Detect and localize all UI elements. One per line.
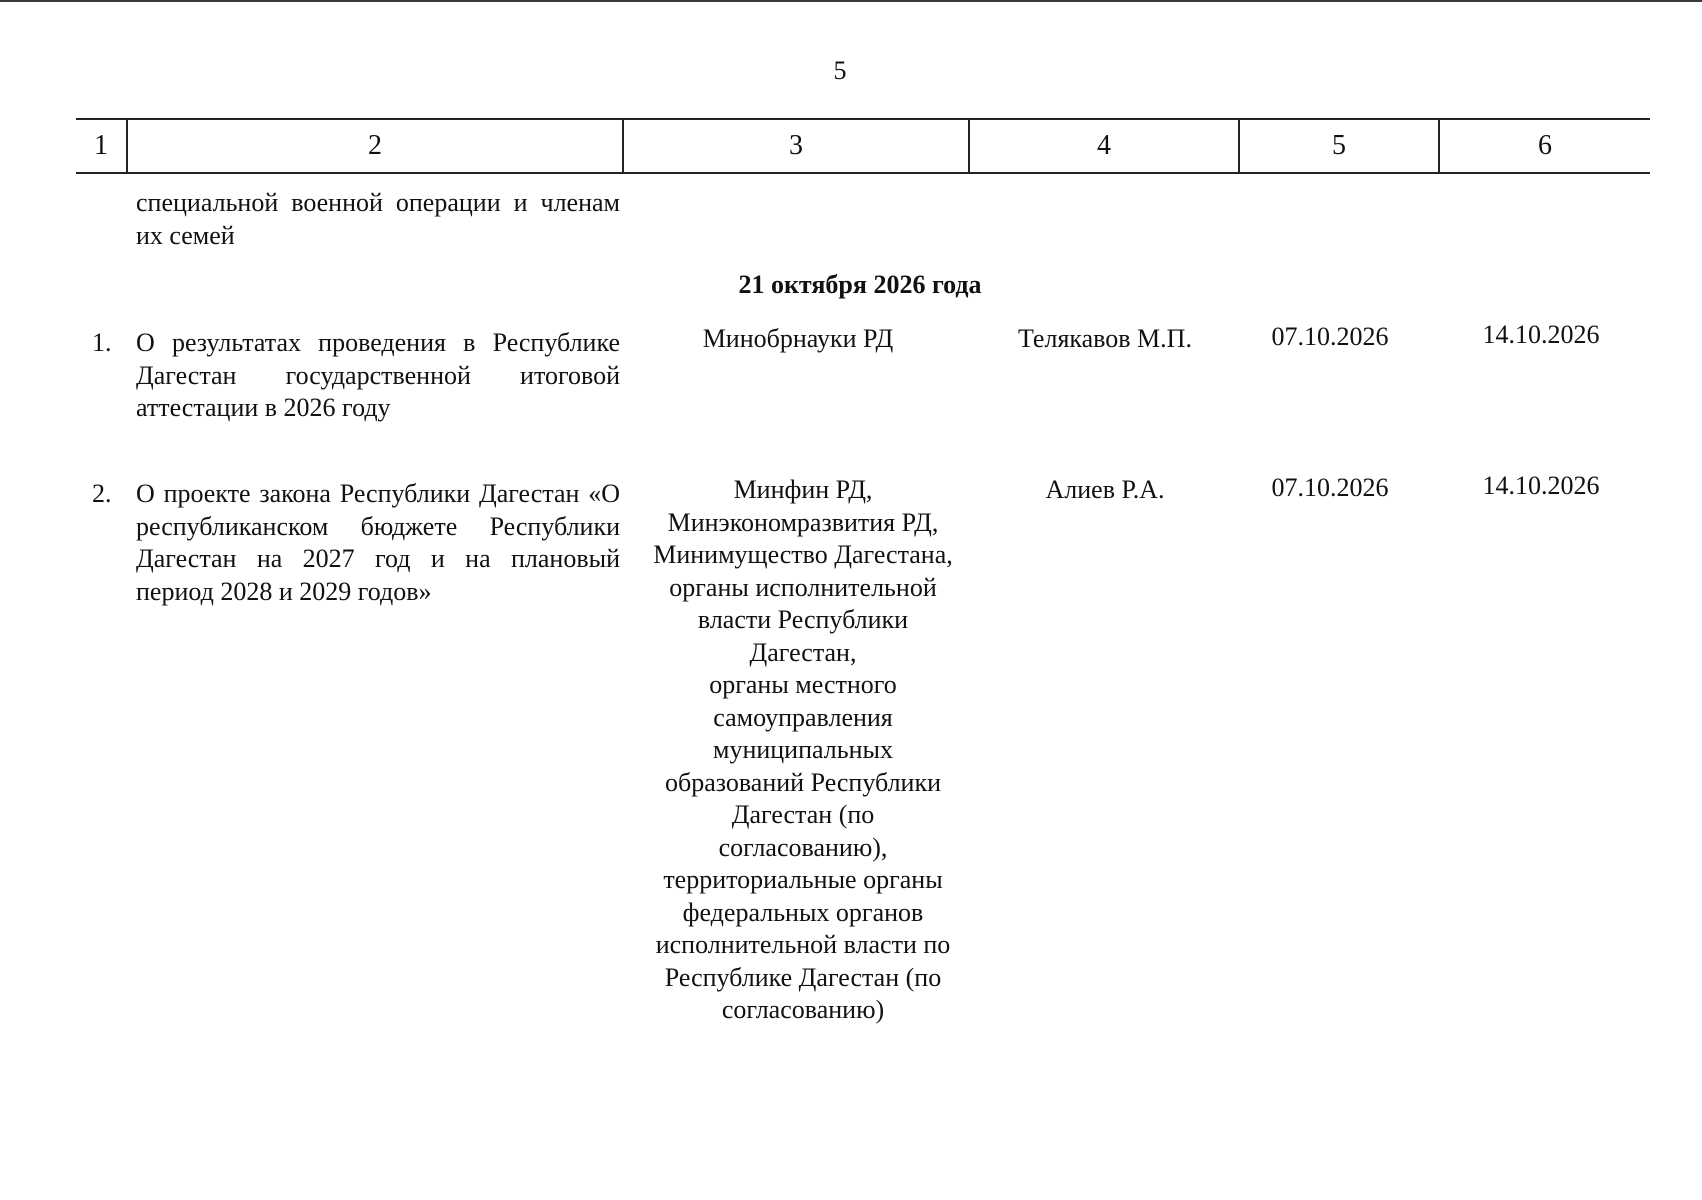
row-2-number: 2. [92,479,112,508]
row-1-number: 1. [92,328,112,357]
header-col-4: 4 [1097,130,1111,161]
row-1-date-col5: 07.10.2026 [1271,322,1389,351]
header-col-1: 1 [94,130,108,161]
table-header-row [76,118,1650,174]
continuation-text: специальной военной операции и членам их семей [136,188,620,250]
page-number: 5 [833,56,847,85]
row-1-person: Телякавов М.П. [1018,324,1192,353]
row-2-responsible-body: Минфин РД, Минэкономразвития РД, Минимущество Дагестана, органы исполнительной власти Республики Дагестан, органы местного самоуправления муниципальных образований Республики Дагестан (по согласованию), территориальные органы федеральных органов исполнительной власти по Республике Дагестан (по согласованию) [653,475,953,1024]
row-1-title: О результатах проведения в Республике Дагестан государственной итоговой аттестации в 2026 году [136,328,620,422]
row-2-title: О проекте закона Республики Дагестан «О республиканском бюджете Республики Дагестан на 2027 год и на плановый период 2028 и 2029 годов» [136,479,620,606]
header-col-6: 6 [1538,130,1552,161]
row-1-date-col6: 14.10.2026 [1482,320,1600,349]
section-date-heading: 21 октября 2026 года [738,270,982,299]
row-2-date-col6: 14.10.2026 [1482,471,1600,500]
row-2-person: Алиев Р.А. [1045,475,1165,504]
row-2-date-col5: 07.10.2026 [1271,473,1389,502]
row-1-responsible-body: Минобрнауки РД [702,324,894,353]
header-col-3: 3 [789,130,803,161]
page-top-edge [0,0,1702,2]
header-col-2: 2 [368,130,382,161]
header-col-5: 5 [1332,130,1346,161]
